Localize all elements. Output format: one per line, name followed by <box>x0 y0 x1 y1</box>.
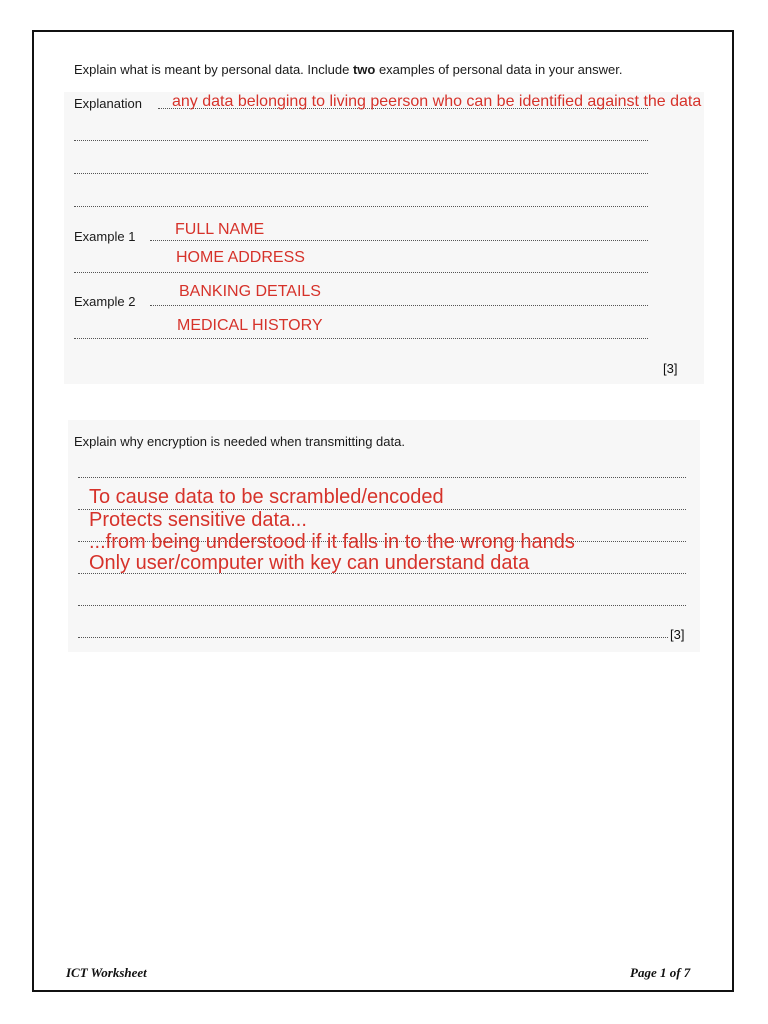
answer-line <box>74 173 648 174</box>
example2-answer-1: BANKING DETAILS <box>179 283 321 300</box>
question1-prompt-end: examples of personal data in your answer. <box>375 62 623 77</box>
encryption-answer-4: Only user/computer with key can understand data <box>89 552 530 574</box>
question1-marks: [3] <box>663 361 678 376</box>
page-number: Page 1 of 7 <box>630 965 691 980</box>
question1-prompt-bold: two <box>352 62 376 77</box>
answer-line <box>74 140 648 141</box>
explanation-answer: any data belonging to living peerson who can be identified against the data <box>172 93 702 110</box>
explanation-label: Explanation <box>74 96 142 111</box>
answer-line <box>150 305 648 306</box>
footer-title: ICT Worksheet <box>66 965 147 980</box>
encryption-answer-3: ...from being understood if it falls in to the wrong hands <box>89 531 575 553</box>
example2-answer-2: MEDICAL HISTORY <box>177 317 323 334</box>
encryption-answer-2: Protects sensitive data... <box>89 509 307 531</box>
question1-prompt <box>74 62 622 77</box>
answer-line <box>74 206 648 207</box>
answer-line <box>150 240 648 241</box>
question1-panel <box>64 92 704 384</box>
answer-line <box>74 272 648 273</box>
encryption-answer-1: To cause data to be scrambled/encoded <box>89 486 444 508</box>
example1-label: Example 1 <box>74 229 136 244</box>
example1-answer-1: FULL NAME <box>175 221 265 238</box>
question2-prompt: Explain why encryption is needed when transmitting data. <box>74 434 405 449</box>
question2-marks: [3] <box>670 627 685 642</box>
answer-line <box>74 338 648 339</box>
example1-answer-2: HOME ADDRESS <box>176 249 305 266</box>
answer-line <box>78 477 686 478</box>
answer-line <box>78 605 686 606</box>
answer-line <box>78 637 668 638</box>
question1-prompt-start: Explain what is meant by personal data. Include <box>74 62 353 77</box>
example2-label: Example 2 <box>74 294 136 309</box>
